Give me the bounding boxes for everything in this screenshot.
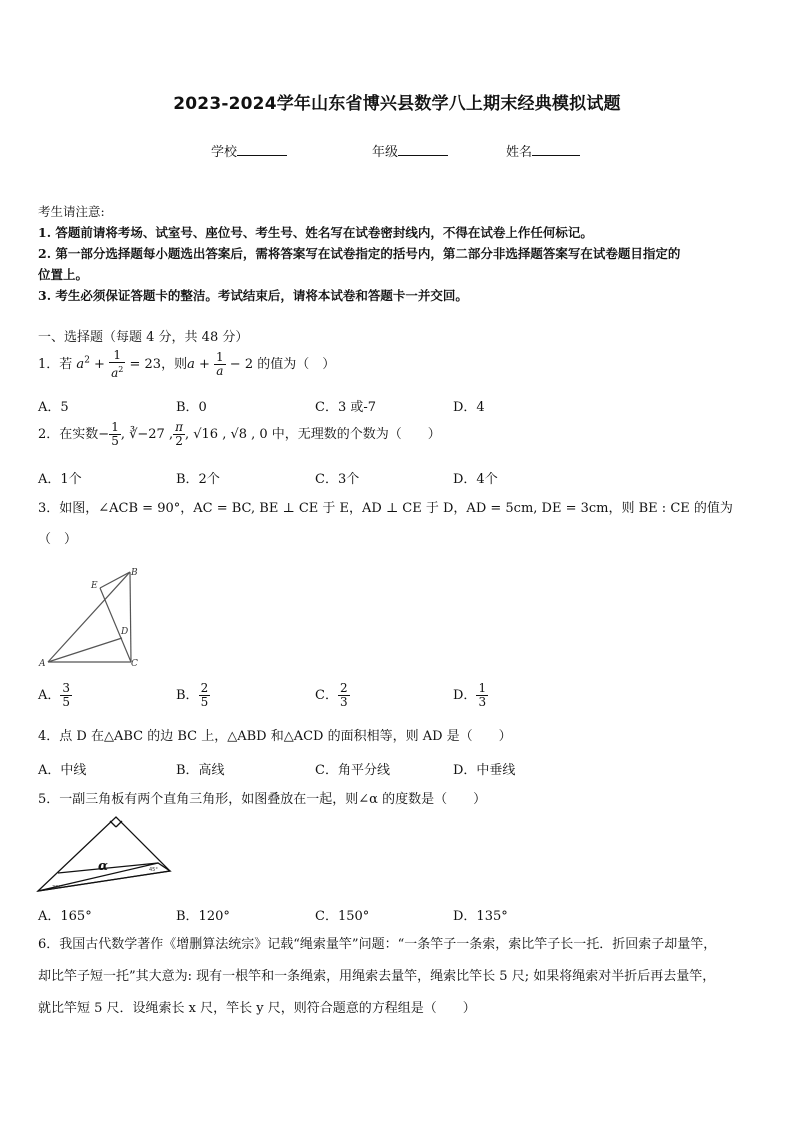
school-label: 学校 <box>211 145 238 160</box>
q3-option-b-num: 2 <box>200 681 209 695</box>
q5-option-c[interactable]: C．150° <box>315 909 370 924</box>
q2-option-c[interactable]: C．3个 <box>315 472 360 487</box>
q5-option-b[interactable]: B．120° <box>176 909 230 924</box>
q2-fraction: $\frac{1}{5}$ <box>111 420 119 448</box>
question-4: 4．点 D 在△ABC 的边 BC 上，△ABD 和△ACD 的面积相等，则 AD 是（ ） <box>38 729 512 744</box>
q4-option-b[interactable]: B．高线 <box>176 763 225 778</box>
label-E: E <box>91 581 98 591</box>
q3-option-c[interactable] <box>315 682 350 709</box>
label-A: A <box>39 659 46 669</box>
q2-option-b[interactable]: B．2个 <box>176 472 220 487</box>
name-field[interactable] <box>506 141 580 160</box>
section-heading: 一、选择题（每题 4 分，共 48 分） <box>38 330 249 345</box>
label-C: C <box>131 659 138 669</box>
q1-option-d[interactable]: D．4 <box>453 400 485 415</box>
q2-list: , ∛−27 , <box>120 427 174 442</box>
q3-option-a-den: 5 <box>62 695 71 709</box>
grade-label: 年级 <box>372 145 399 160</box>
q3-option-d-num: 1 <box>478 681 487 695</box>
question-3-paren: （ ） <box>38 532 78 547</box>
q6-line-1: 6．我国古代数学著作《增删算法统宗》记载“绳索量竿”问题：“一条竿子一条索，索比竿子长一托．折回索子却量竿， <box>38 937 717 952</box>
q3-option-c-num: 2 <box>339 681 348 695</box>
notice-item-1: 1. 答题前请将考场、试室号、座位号、考生号、姓名写在试卷密封线内，不得在试卷上作任何标记。 <box>38 225 593 240</box>
q2-number: 2．在实数 <box>38 427 99 442</box>
question-3: 3．如图，∠ACB = 90°，AC = BC, BE ⊥ CE 于 E，AD ⊥ CE 于 D，AD = 5cm, DE = 3cm，则 BE : CE 的值为 <box>38 501 733 516</box>
q3-option-a-num: 3 <box>62 681 71 695</box>
notice-block <box>38 201 768 306</box>
question-1: 1．若 $a^2$ + $\frac{1}{a^2}$ = 23，则a + $\frac{1}{a}$ − 2 的值为（ ） <box>38 348 336 380</box>
name-label: 姓名 <box>506 145 533 160</box>
line-EC <box>100 588 131 662</box>
q3-figure <box>36 566 146 670</box>
q4-option-d[interactable]: D．中垂线 <box>453 763 516 778</box>
q2-option-a[interactable]: A．1个 <box>38 472 82 487</box>
q3-option-c-letter: C． <box>315 688 338 703</box>
q1-number: 1．若 <box>38 357 73 372</box>
q3-option-b-den: 5 <box>200 695 209 709</box>
notice-item-2-cont: 位置上。 <box>38 267 89 282</box>
notice-item-3: 3. 考生必须保证答题卡的整洁。考试结束后，请将本试卷和答题卡一并交回。 <box>38 288 468 303</box>
label-B: B <box>131 568 138 578</box>
q1-fraction-2: $\frac{1}{a}$ <box>216 350 224 378</box>
q5-option-a[interactable]: A．165° <box>38 909 92 924</box>
q3-option-a-letter: A． <box>38 688 61 703</box>
q1-fraction: $\frac{1}{a^2}$ <box>111 348 124 380</box>
q4-option-c[interactable]: C．角平分线 <box>315 763 390 778</box>
q4-option-a[interactable]: A．中线 <box>38 763 87 778</box>
school-field[interactable] <box>211 141 287 160</box>
q3-option-d-den: 3 <box>478 695 487 709</box>
q3-option-b-letter: B． <box>176 688 199 703</box>
q1-option-b[interactable]: B．0 <box>176 400 207 415</box>
notice-heading: 考生请注意: <box>38 204 105 219</box>
q6-line-3: 就比竿短 5 尺．设绳索长 x 尺，竿长 y 尺，则符合题意的方程组是（ ） <box>38 1001 476 1016</box>
q2-pi-fraction: $\frac{\pi}{2}$ <box>175 420 183 448</box>
q3-option-a[interactable] <box>38 682 72 709</box>
q6-line-2: 却比竿子短一托”其大意为: 现有一根竿和一条绳索，用绳索去量竿，绳索比竿长 5 尺; 如果将绳索对半折后再去量竿， <box>38 969 716 984</box>
q3-option-d-letter: D． <box>453 688 477 703</box>
q1-option-c[interactable]: C．3 或-7 <box>315 400 377 415</box>
right-angle-mark-2 <box>116 821 122 827</box>
page-title: 2023-2024学年山东省博兴县数学八上期末经典模拟试题 <box>173 94 621 114</box>
question-5: 5．一副三角板有两个直角三角形，如图叠放在一起，则∠α 的度数是（ ） <box>38 792 487 807</box>
name-blank[interactable] <box>532 143 580 156</box>
notice-item-2: 2. 第一部分选择题每小题选出答案后，需将答案写在试卷指定的括号内，第二部分非选择题答案写在试卷题目指定的 <box>38 246 681 261</box>
question-6 <box>38 929 768 1025</box>
triangle-45 <box>38 817 170 891</box>
q1-tail: − 2 的值为（ ） <box>229 357 336 372</box>
grade-field[interactable] <box>372 141 448 160</box>
q2-option-d[interactable]: D．4个 <box>453 472 498 487</box>
q5-option-d[interactable]: D．135° <box>453 909 508 924</box>
school-blank[interactable] <box>237 143 287 156</box>
label-D: D <box>121 627 129 637</box>
q3-option-c-den: 3 <box>339 695 348 709</box>
q5-figure <box>36 813 176 895</box>
question-2: 2．在实数− $\frac{1}{5}$ , ∛−27 , $\frac{\pi}{2}$ , √16 , √8 , 0 中，无理数的个数为（ ） <box>38 420 441 448</box>
q3-option-b[interactable] <box>176 682 210 709</box>
q1-mid: ，则 <box>161 357 188 372</box>
alpha-label: α <box>98 859 109 874</box>
line-EB <box>100 572 130 588</box>
q2-list-2: , √16 , √8 , 0 中，无理数的个数为（ ） <box>184 427 441 442</box>
angle-45-label: 45° <box>149 867 158 873</box>
q1-equals: = 23 <box>129 357 162 372</box>
q3-option-d[interactable] <box>453 682 488 709</box>
q1-option-a[interactable]: A．5 <box>38 400 69 415</box>
angle-30-label: 30° <box>52 885 61 891</box>
line-BC <box>130 572 131 662</box>
right-angle-mark-1 <box>110 821 116 827</box>
grade-blank[interactable] <box>398 143 448 156</box>
